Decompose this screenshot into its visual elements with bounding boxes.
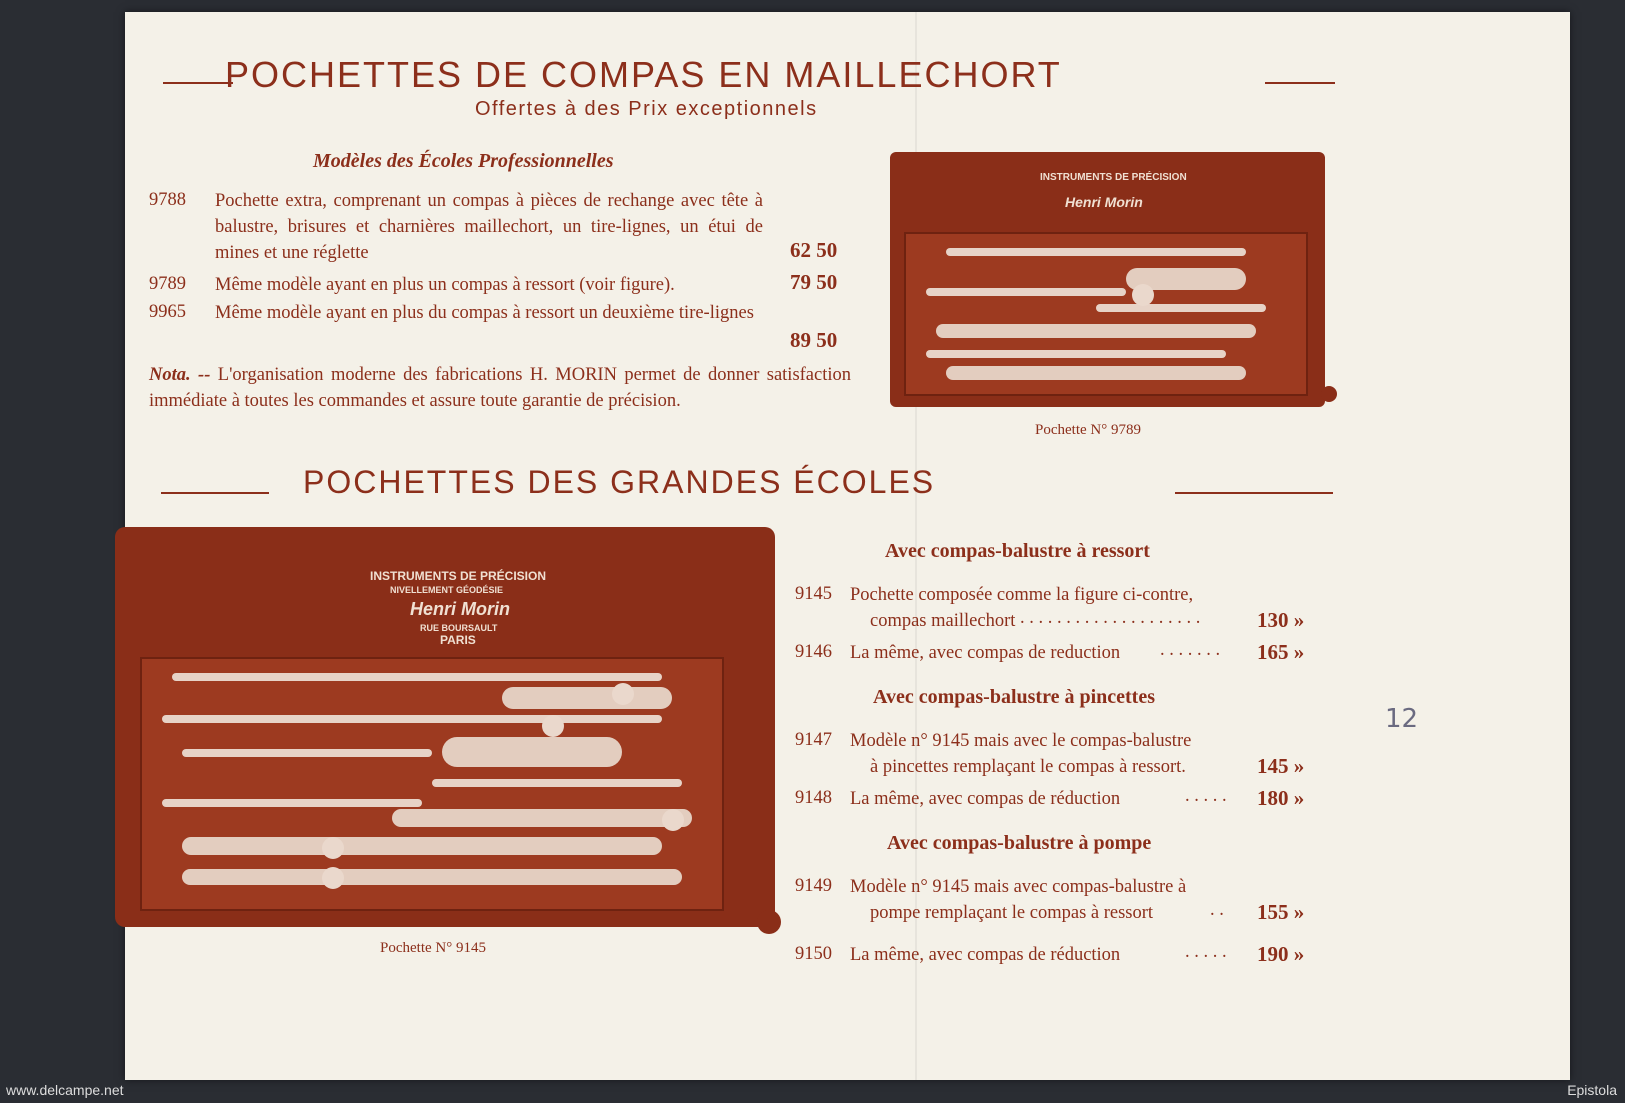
lid-text: PARIS: [440, 633, 476, 647]
tool: [182, 837, 662, 855]
item-line: Modèle n° 9145 mais avec compas-balustre à: [850, 877, 1187, 897]
tool: [162, 715, 662, 723]
figure-caption: Pochette N° 9789: [1035, 422, 1141, 438]
nota-paragraph: [149, 362, 851, 414]
lid-text: NIVELLEMENT GÉODÉSIE: [390, 585, 504, 595]
tool: [502, 687, 672, 709]
tool-knob: [322, 867, 344, 889]
header-rule-right: [1265, 82, 1335, 84]
section-heading-pro: Modèles des Écoles Professionnelles: [313, 150, 614, 172]
item-line: Modèle n° 9145 mais avec le compas-balustre: [850, 731, 1192, 751]
page-subtitle: Offertes à des Prix exceptionnels: [475, 98, 818, 120]
tool: [936, 324, 1256, 338]
tool-knob: [542, 715, 564, 737]
tool: [1096, 304, 1266, 312]
item-number: 9148: [795, 788, 832, 808]
item-price: 62 50: [790, 238, 838, 262]
header-rule-right: [1175, 492, 1333, 494]
tool: [172, 673, 662, 681]
item-number: 9145: [795, 584, 832, 604]
leader-dots: . .: [1210, 900, 1224, 920]
nota-label: Nota. --: [149, 365, 211, 385]
item-price: 89 50: [790, 328, 838, 352]
item-number: 9788: [149, 190, 186, 210]
watermark-left: www.delcampe.net: [6, 1082, 124, 1098]
group-heading: Avec compas-balustre à pincettes: [873, 686, 1155, 708]
tool: [182, 749, 432, 757]
item-price: 145 »: [1257, 754, 1305, 778]
item-price: 165 »: [1257, 640, 1305, 664]
case-tray: [904, 232, 1308, 396]
tool: [946, 248, 1246, 256]
item-price: 79 50: [790, 270, 838, 294]
tool: [926, 288, 1126, 296]
lid-text: Henri Morin: [410, 599, 511, 619]
leader-dots: . . . . .: [1185, 942, 1227, 962]
nota-text: L'organisation moderne des fabrications H. MORIN permet de donner satisfaction immédiate à toutes les commandes et assure toute garantie de précision.: [149, 365, 852, 411]
tool: [182, 869, 682, 885]
tool: [432, 779, 682, 787]
tool: [162, 799, 422, 807]
group-heading: Avec compas-balustre à ressort: [885, 540, 1150, 562]
lid-text: INSTRUMENTS DE PRÉCISION: [1040, 172, 1187, 183]
item-number: 9789: [149, 274, 186, 294]
item-description: Pochette extra, comprenant un compas à pièces de rechange avec tête à balustre, brisures et charnières maillechort, un tire-lignes, un étui de mines et une réglette: [215, 191, 763, 263]
item-number: 9146: [795, 642, 832, 662]
page-title: POCHETTES DE COMPAS EN MAILLECHORT: [225, 54, 1062, 95]
tool-knob: [662, 809, 684, 831]
tool: [392, 809, 692, 827]
item-number: 9965: [149, 302, 186, 322]
tool: [926, 350, 1226, 358]
figure-caption: Pochette N° 9145: [380, 940, 486, 956]
tool: [946, 366, 1246, 380]
item-number: 9149: [795, 876, 832, 896]
item-number: 9147: [795, 730, 832, 750]
leader-dots: . . . . .: [1185, 786, 1227, 806]
case-clasp: [1321, 386, 1337, 402]
item-price: 130 »: [1257, 608, 1305, 632]
item-line: compas maillechort: [870, 611, 1016, 631]
case-clasp: [757, 910, 781, 934]
item-line: pompe remplaçant le compas à ressort: [870, 903, 1154, 923]
handwritten-margin-note: 12: [1385, 704, 1419, 734]
watermark-right: Epistola: [1567, 1082, 1617, 1098]
lid-text: RUE BOURSAULT: [420, 623, 498, 633]
tool: [442, 737, 622, 767]
item-line: La même, avec compas de reduction: [850, 643, 1121, 663]
lid-text: Henri Morin: [1065, 194, 1143, 210]
header-rule-left: [161, 492, 269, 494]
item-line: Pochette composée comme la figure ci-contre,: [850, 585, 1194, 605]
item-line: La même, avec compas de réduction: [850, 945, 1121, 965]
leader-dots: . . . . . . . . . . . . . . . . . . . .: [1020, 608, 1201, 628]
section-title: POCHETTES DES GRANDES ÉCOLES: [303, 464, 936, 500]
tool-knob: [1132, 284, 1154, 306]
item-price: 155 »: [1257, 900, 1305, 924]
item-price: 180 »: [1257, 786, 1305, 810]
large-case-illustration: [115, 527, 775, 927]
case-tray: [140, 657, 724, 911]
item-price: 190 »: [1257, 942, 1305, 966]
group-heading: Avec compas-balustre à pompe: [887, 832, 1152, 854]
item-line: La même, avec compas de réduction: [850, 789, 1121, 809]
tool-knob: [612, 683, 634, 705]
leader-dots: . . . . . . .: [1160, 640, 1221, 660]
catalogue-page: [125, 12, 1570, 1080]
tool-knob: [322, 837, 344, 859]
item-description: Même modèle ayant en plus un compas à ressort (voir figure).: [215, 275, 675, 295]
item-line: à pincettes remplaçant le compas à ressort.: [870, 757, 1186, 777]
item-description: Même modèle ayant en plus du compas à ressort un deuxième tire-lignes: [215, 303, 754, 323]
item-number: 9150: [795, 944, 832, 964]
small-case-illustration: [890, 152, 1325, 407]
lid-text: INSTRUMENTS DE PRÉCISION: [370, 569, 547, 583]
header-rule-left: [163, 82, 233, 84]
